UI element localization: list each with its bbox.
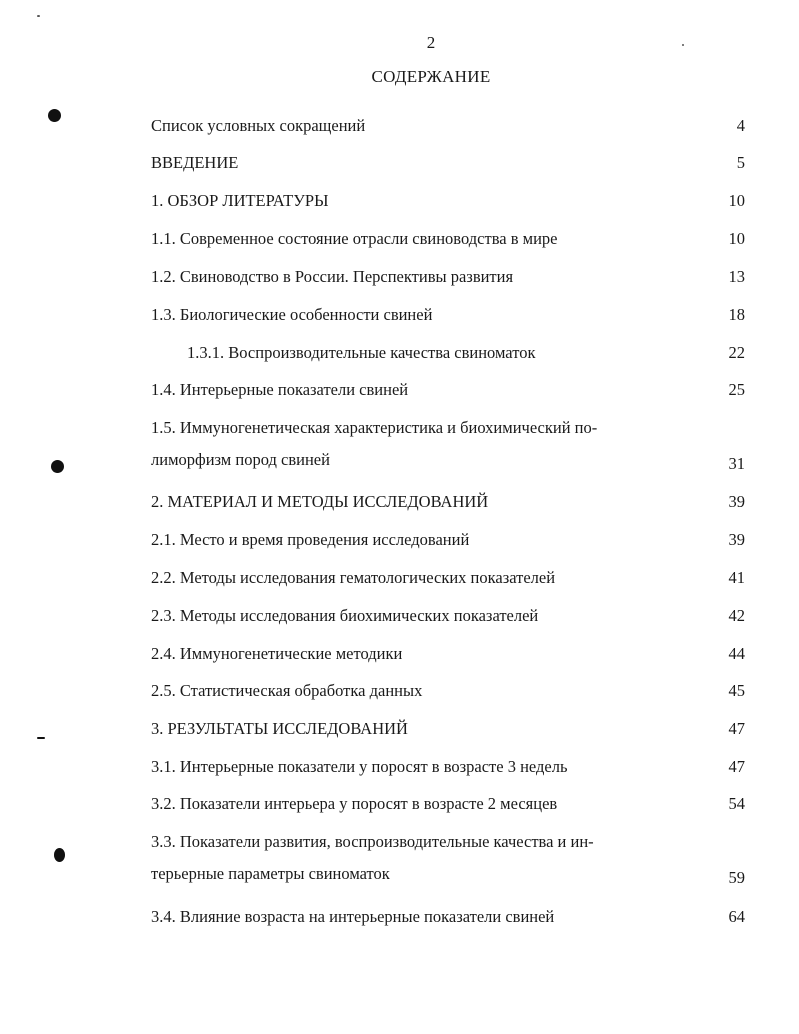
scan-speck <box>54 848 65 862</box>
toc-entry-page: 47 <box>728 757 745 776</box>
toc-entry <box>151 644 745 664</box>
toc-entry <box>151 719 745 739</box>
toc-entry-title: 1.3.1. Воспроизводительные качества свиноматок <box>187 343 536 362</box>
toc-entry-page: 31 <box>728 454 745 473</box>
toc-entry <box>151 757 745 777</box>
toc-entry-page: 59 <box>728 868 745 887</box>
toc-entry <box>151 568 745 588</box>
scan-speck <box>37 737 45 739</box>
toc-entry <box>151 681 745 701</box>
toc-entry-page: 64 <box>728 907 745 926</box>
toc-entry-page: 25 <box>728 380 745 399</box>
toc-entry-page: 39 <box>728 530 745 549</box>
toc-entry <box>151 380 745 400</box>
toc-entry <box>151 794 745 814</box>
toc-entry-page: 44 <box>728 644 745 663</box>
toc-entry-title: 2.3. Методы исследования биохимических показателей <box>151 606 539 625</box>
toc-entry-title: 1. ОБЗОР ЛИТЕРАТУРЫ <box>151 191 329 210</box>
toc-entry <box>151 153 745 173</box>
toc-entry-page: 47 <box>728 719 745 738</box>
toc-entry-page: 39 <box>728 492 745 511</box>
toc-entry-page: 4 <box>736 116 745 135</box>
toc-entry-title: 2. МАТЕРИАЛ И МЕТОДЫ ИССЛЕДОВАНИЙ <box>151 492 489 511</box>
toc-entry <box>151 826 745 888</box>
toc-entry-page: 10 <box>728 229 745 248</box>
toc-entry <box>151 530 745 550</box>
toc-entry-page: 13 <box>728 267 745 286</box>
toc-entry-subsection <box>187 343 745 363</box>
toc-entry <box>151 267 745 287</box>
scan-speck <box>37 15 40 17</box>
toc-entry-page: 22 <box>728 343 745 362</box>
toc-entry <box>151 492 745 512</box>
toc-entry-page: 45 <box>728 681 745 700</box>
toc-entry <box>151 606 745 626</box>
toc-entry <box>151 907 745 927</box>
toc-entry <box>151 305 745 325</box>
toc-entry-title: 1.2. Свиноводство в России. Перспективы развития <box>151 267 514 286</box>
toc-entry-title: 3.1. Интерьерные показатели у поросят в возрасте 3 недель <box>151 757 568 776</box>
toc-entry-title: 3.4. Влияние возраста на интерьерные показатели свиней <box>151 907 555 926</box>
toc-entry-title: 1.5. Иммуногенетическая характеристика и биохимический по-лиморфизм пород свиней <box>151 418 598 469</box>
toc-entry-title: ВВЕДЕНИЕ <box>151 153 239 172</box>
toc-entry-title: 3.3. Показатели развития, воспроизводительные качества и ин-терьерные параметры свиноматок <box>151 832 594 883</box>
toc-entry-title: 1.1. Современное состояние отрасли свиноводства в мире <box>151 229 558 248</box>
toc-entry-title: 1.4. Интерьерные показатели свиней <box>151 380 409 399</box>
toc-entry-title: Список условных сокращений <box>151 116 366 135</box>
toc-entry-page: 42 <box>728 606 745 625</box>
toc-entry-title: 3.2. Показатели интерьера у поросят в возрасте 2 месяцев <box>151 794 558 813</box>
toc-entry-page: 41 <box>728 568 745 587</box>
page-number: 2 <box>426 33 436 52</box>
toc-entry <box>151 229 745 249</box>
toc-entry <box>151 116 745 136</box>
scan-speck <box>51 460 64 473</box>
toc-entry-title: 3. РЕЗУЛЬТАТЫ ИССЛЕДОВАНИЙ <box>151 719 408 738</box>
scan-speck <box>48 109 61 122</box>
toc-entry <box>151 412 745 474</box>
toc-entry-page: 18 <box>728 305 745 324</box>
toc-entry-title: 2.2. Методы исследования гематологических показателей <box>151 568 556 587</box>
toc-entry <box>151 191 745 211</box>
page-title: СОДЕРЖАНИЕ <box>371 67 491 86</box>
toc-entry-page: 10 <box>728 191 745 210</box>
toc-entry-title: 2.1. Место и время проведения исследований <box>151 530 470 549</box>
toc-entry-title: 1.3. Биологические особенности свиней <box>151 305 433 324</box>
toc-entry-page: 5 <box>736 153 745 172</box>
toc-entry-title: 2.5. Статистическая обработка данных <box>151 681 423 700</box>
toc-entry-page: 54 <box>728 794 745 813</box>
toc-entry-title: 2.4. Иммуногенетические методики <box>151 644 403 663</box>
scan-speck <box>682 44 684 46</box>
